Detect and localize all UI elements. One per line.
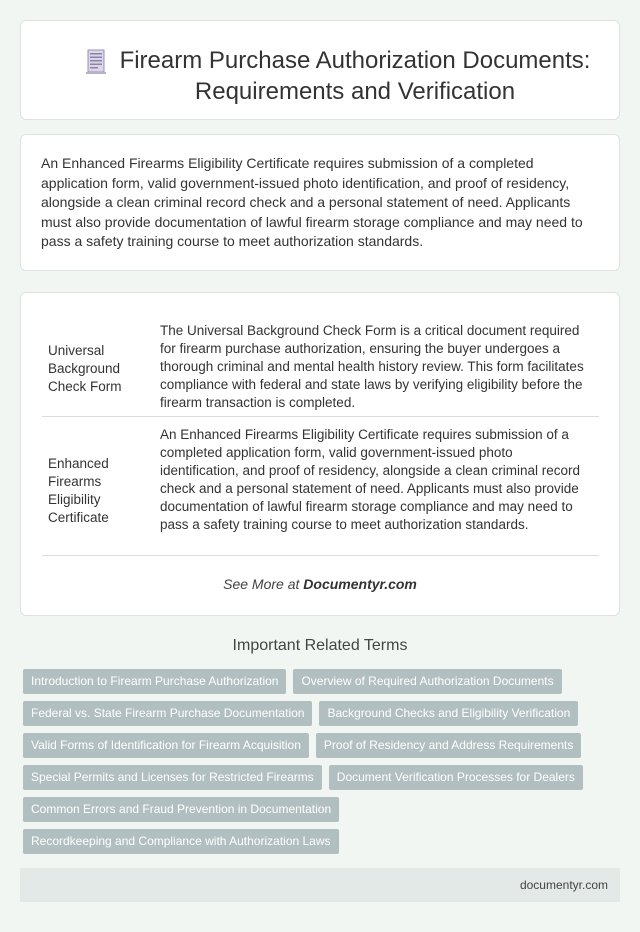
tag-row xyxy=(23,701,623,733)
related-term-tag[interactable]: Common Errors and Fraud Prevention in Documentation xyxy=(23,797,339,822)
related-terms-list xyxy=(23,669,623,861)
description-cell: An Enhanced Firearms Eligibility Certificate requires submission of a completed application form, valid government-issued photo identification, and proof of residency, alongside a clean criminal record check and a personal statement of need. Applicants must also provide documentation of lawful firearm storage compliance and may need to pass a safety training course to meet authorization standards. xyxy=(160,427,580,532)
tag-row xyxy=(23,829,623,861)
term-cell: Universal Background Check Form xyxy=(42,322,154,416)
related-term-tag[interactable]: Special Permits and Licenses for Restricted Firearms xyxy=(23,765,322,790)
tag-row xyxy=(23,765,623,797)
page-title: Firearm Purchase Authorization Documents: Requirements and Verification xyxy=(119,47,591,105)
related-term-tag[interactable]: Federal vs. State Firearm Purchase Documentation xyxy=(23,701,312,726)
footer-site-link[interactable]: documentyr.com xyxy=(519,878,608,892)
see-more-text xyxy=(21,576,619,592)
term-cell: Enhanced Firearms Eligibility Certificate xyxy=(42,426,154,555)
table-row xyxy=(42,319,599,417)
related-term-tag[interactable]: Document Verification Processes for Dealers xyxy=(329,765,583,790)
tag-row xyxy=(23,669,623,701)
document-icon xyxy=(85,49,107,75)
related-term-tag[interactable]: Background Checks and Eligibility Verification xyxy=(319,701,578,726)
footer-bar xyxy=(20,868,620,902)
summary-text: An Enhanced Firearms Eligibility Certificate requires submission of a completed application form, valid government-issued photo identification, and proof of residency, alongside a clean criminal record check and a personal statement of need. Applicants must also provide documentation of lawful firearm storage compliance and may need to pass a safety training course to meet authorization standards. xyxy=(41,155,583,249)
description-cell: The Universal Background Check Form is a critical document required for firearm purchase authorization, ensuring the buyer undergoes a thorough criminal and mental health history review. This form facilitates compliance with federal and state laws by verifying eligibility before the firearm transaction is completed. xyxy=(160,323,584,410)
documents-table xyxy=(42,319,599,556)
related-term-tag[interactable]: Valid Forms of Identification for Firearm Acquisition xyxy=(23,733,309,758)
documents-table-card xyxy=(20,292,620,616)
tag-row xyxy=(23,797,623,829)
summary-card xyxy=(20,134,620,271)
related-term-tag[interactable]: Proof of Residency and Address Requirements xyxy=(316,733,581,758)
related-terms-title: Important Related Terms xyxy=(232,637,408,654)
tag-row xyxy=(23,733,623,765)
related-term-tag[interactable]: Introduction to Firearm Purchase Authorization xyxy=(23,669,286,694)
table-row xyxy=(42,417,599,556)
header-card xyxy=(20,20,620,120)
related-term-tag[interactable]: Overview of Required Authorization Documents xyxy=(293,669,561,694)
see-more-prefix: See More at xyxy=(223,576,304,592)
see-more-link[interactable]: Documentyr.com xyxy=(303,576,417,592)
related-term-tag[interactable]: Recordkeeping and Compliance with Authorization Laws xyxy=(23,829,339,854)
